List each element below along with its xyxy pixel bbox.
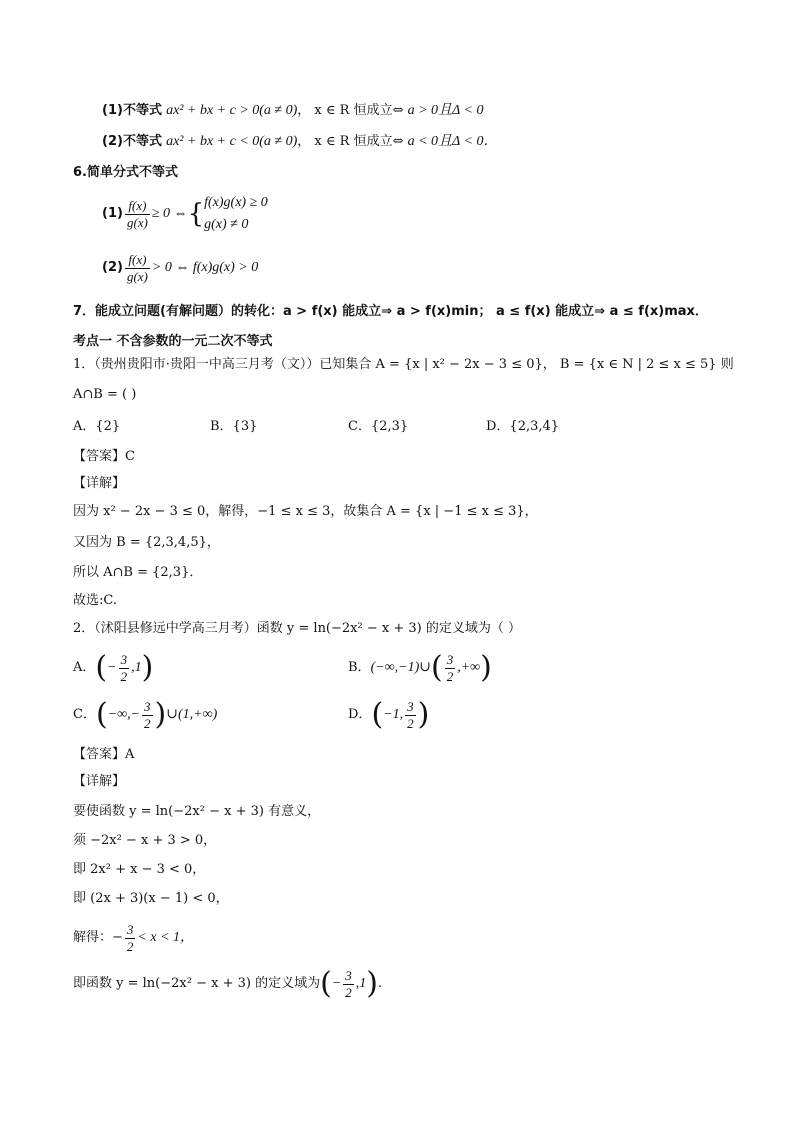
case-system: f(x)g(x) ≥ 0 g(x) ≠ 0 (204, 195, 268, 232)
section-7: 7．能成立问题(有解问题）的转化：a > f(x) 能成立⇒ a > f(x)min； a ≤ f(x) 能成立⇒ a ≤ f(x)max． (73, 304, 708, 319)
rule-6-1: (1) $\frac{f(x)}{g(x)}$ ≥ 0 ⇔ { f(x)g(x) ≥ 0 g(x) ≠ 0 (102, 192, 268, 236)
rule-5-2: (2)不等式 ax² + bx + c < 0(a ≠ 0)， x ∈ R 恒成立⇔ a < 0且Δ < 0． (102, 134, 498, 149)
fraction: $\frac{3}{2}$ (120, 651, 128, 684)
q2-solution-line: 即 2x² + x − 3 < 0， (73, 862, 206, 877)
fraction: $\frac{3}{2}$ (446, 651, 454, 684)
q1-solution-line: 所以 A∩B = {2,3}． (73, 565, 203, 580)
question-1-stem: 1．（贵州贵阳市·贵阳一中高三月考（文））已知集合 A = {x | x² − 2x − 3 ≤ 0}， B = {x ∈ N | 2 ≤ x ≤ 5} 则 (73, 357, 734, 372)
q2-detail-heading: 【详解】 (73, 774, 126, 789)
q2-option-d: D． ( −1, $\frac{3}{2}$ ) (348, 697, 430, 732)
fraction: $\frac{3}{2}$ (144, 698, 151, 731)
section-6-title: 6.简单分式不等式 (73, 165, 178, 180)
q2-answer: 【答案】A (73, 747, 135, 762)
q1-solution-line: 又因为 B = {2,3,4,5}， (73, 535, 220, 550)
q2-option-c: C． ( −∞,− $\frac{3}{2}$ ) ∪(1,+∞) (73, 697, 218, 732)
q1-answer: 【答案】C (73, 449, 135, 464)
q2-option-b: B． (−∞,−1)∪ ( $\frac{3}{2}$ ,+∞ ) (348, 650, 492, 685)
q2-option-a: A． ( − $\frac{3}{2}$ ,1 ) (73, 650, 154, 685)
fraction: $\frac{3}{2}$ (126, 921, 134, 954)
q1-solution-line: 因为 x² − 2x − 3 ≤ 0，解得，−1 ≤ x ≤ 3，故集合 A = {x | −1 ≤ x ≤ 3}， (73, 504, 538, 519)
fraction: $\frac{f(x)}{g(x)}$ (126, 251, 148, 284)
fraction: $\frac{f(x)}{g(x)}$ (126, 197, 148, 230)
question-1-stem-2: A∩B = ( ) (73, 387, 137, 402)
question-2-stem: 2．（沭阳县修远中学高三月考）函数 y = ln(−2x² − x + 3) 的定义域为（ ） (73, 621, 521, 636)
fraction: $\frac{3}{2}$ (407, 698, 414, 731)
q1-detail-heading: 【详解】 (73, 476, 126, 491)
q2-solution-line: 须 −2x² − x + 3 > 0， (73, 833, 217, 848)
q2-solution-line: 即 (2x + 3)(x − 1) < 0， (73, 891, 229, 906)
rule-6-2: (2) $\frac{f(x)}{g(x)}$ > 0 ⇔ f(x)g(x) > 0 (102, 251, 259, 284)
left-brace: { (187, 199, 205, 229)
topic-1-title: 考点一 不含参数的一元二次不等式 (73, 334, 273, 349)
q2-solution-line: 要使函数 y = ln(−2x² − x + 3) 有意义， (73, 804, 321, 819)
q1-option-a: A．{2} (73, 419, 121, 434)
q2-solution-line: 解得：− $\frac{3}{2}$ < x < 1， (73, 921, 195, 954)
q2-solution-line: 即函数 y = ln(−2x² − x + 3) 的定义域为 ( − $\frac{3}{2}$ ,1 ) . (73, 966, 383, 1001)
q1-option-d: D．{2,3,4} (486, 419, 560, 434)
q1-option-b: B．{3} (210, 419, 258, 434)
q1-option-c: C．{2,3} (348, 419, 409, 434)
fraction: $\frac{3}{2}$ (345, 967, 352, 1000)
rule-5-1: (1)不等式 ax² + bx + c > 0(a ≠ 0)， x ∈ R 恒成立⇔ a > 0且Δ < 0 (102, 103, 484, 118)
q1-solution-line: 故选:C. (73, 593, 117, 608)
